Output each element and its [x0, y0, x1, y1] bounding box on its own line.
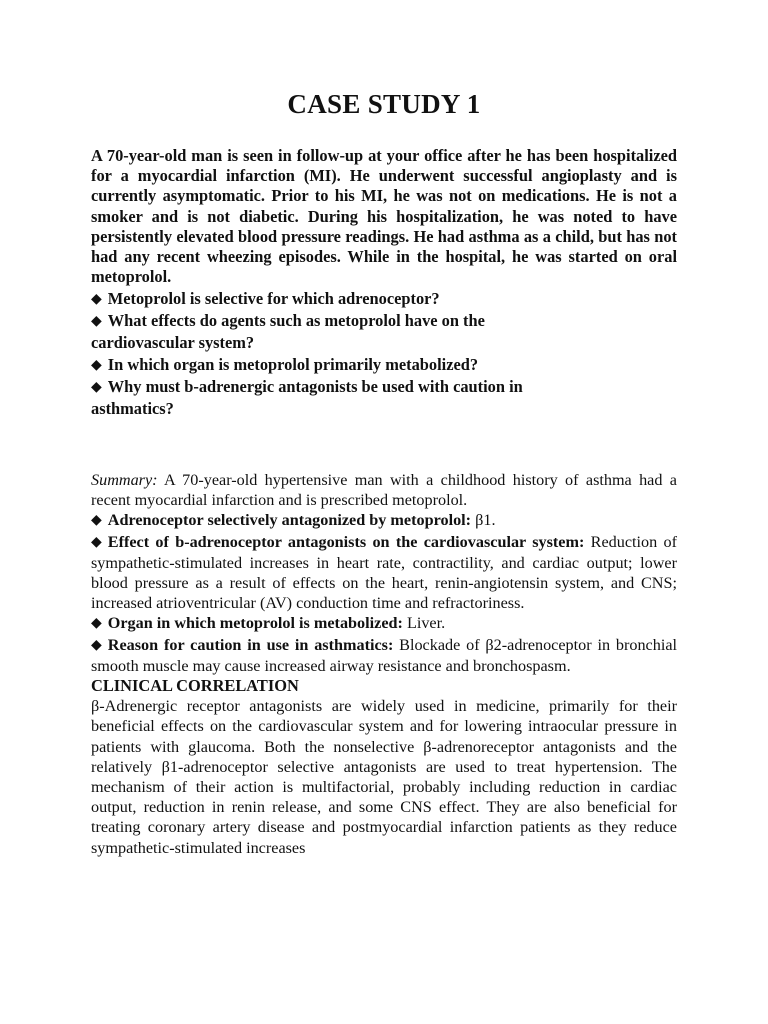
- case-intro-paragraph: A 70-year-old man is seen in follow-up at your office after he has been hospitalized for a myocardial infarction (MI). He underwent successful angioplasty and is currently asymptomatic. Prior to his MI, he was not on medications. He is not a smoker and is not diabetic. During his hospitalization, he was noted to have persistently elevated blood pressure readings. He had asthma as a child, but has not had any recent wheezing episodes. While in the hospital, he was started on oral metoprolol.: [91, 146, 677, 287]
- diamond-bullet-icon: ◆: [91, 616, 102, 632]
- answer-item: [91, 635, 677, 676]
- diamond-bullet-icon: ◆: [91, 534, 102, 550]
- answer-text: Blockade of β2-adrenoceptor in bronchial smooth muscle may cause increased airway resistance and bronchospasm.: [91, 635, 677, 675]
- diamond-bullet-icon: ◆: [91, 357, 102, 373]
- diamond-bullet-icon: ◆: [91, 513, 102, 529]
- question-item: [91, 288, 677, 310]
- answer-label: Effect of b-adrenoceptor antagonists on the cardiovascular system:: [107, 532, 585, 551]
- answer-text: Reduction of sympathetic-stimulated increases in heart rate, contractility, and cardiac output; lower blood pressure as a result of effects on the heart, renin-angiotensin system, and CNS; increased atrioventricular (AV) conduction time and refractoriness.: [91, 532, 677, 613]
- answer-item: [91, 532, 677, 614]
- answer-text: Liver.: [402, 614, 446, 633]
- question-item: [91, 354, 677, 376]
- answer-item: [91, 613, 677, 634]
- clinical-correlation-paragraph: β-Adrenergic receptor antagonists are widely used in medicine, primarily for their beneficial effects on the cardiovascular system and for lowering intraocular pressure in patients with glaucoma. Both the nonselective β-adrenoreceptor antagonists and the relatively β1-adrenoceptor selective antagonists are used to treat hypertension. The mechanism of their action is multifactorial, probably including reduction in cardiac output, reduction in renin release, and some CNS effect. They are also beneficial for treating coronary artery disease and postmyocardial infarction patients as they reduce sympathetic-stimulated increases: [91, 697, 677, 857]
- question-text: Why must b-adrenergic antagonists be used with caution in asthmatics?: [91, 376, 523, 419]
- summary-label: Summary:: [91, 471, 158, 489]
- summary-paragraph: [91, 470, 677, 510]
- answer-label: Adrenoceptor selectively antagonized by metoprolol:: [107, 511, 472, 530]
- question-text: Metoprolol is selective for which adrenoceptor?: [107, 289, 440, 308]
- diamond-bullet-icon: ◆: [91, 637, 102, 653]
- question-text: What effects do agents such as metoprolol have on the cardiovascular system?: [91, 311, 485, 353]
- diamond-bullet-icon: ◆: [91, 379, 102, 395]
- question-item: [91, 310, 531, 353]
- answer-label: Organ in which metoprolol is metabolized:: [107, 614, 403, 633]
- question-item: [91, 376, 571, 419]
- diamond-bullet-icon: ◆: [91, 314, 102, 330]
- question-text: In which organ is metoprolol primarily metabolized?: [107, 354, 479, 374]
- diamond-bullet-icon: ◆: [91, 292, 102, 307]
- answer-label: Reason for caution in use in asthmatics:: [107, 635, 394, 654]
- question-list: [91, 288, 677, 419]
- summary-text: A 70-year-old hypertensive man with a childhood history of asthma had a recent myocardial infarction and is prescribed metoprolol.: [91, 471, 677, 510]
- clinical-correlation-heading: CLINICAL CORRELATION: [91, 676, 299, 696]
- page-title: CASE STUDY 1: [287, 89, 481, 119]
- answer-item: [91, 510, 677, 531]
- answers-section: [91, 470, 677, 858]
- answer-text: β1.: [471, 511, 496, 530]
